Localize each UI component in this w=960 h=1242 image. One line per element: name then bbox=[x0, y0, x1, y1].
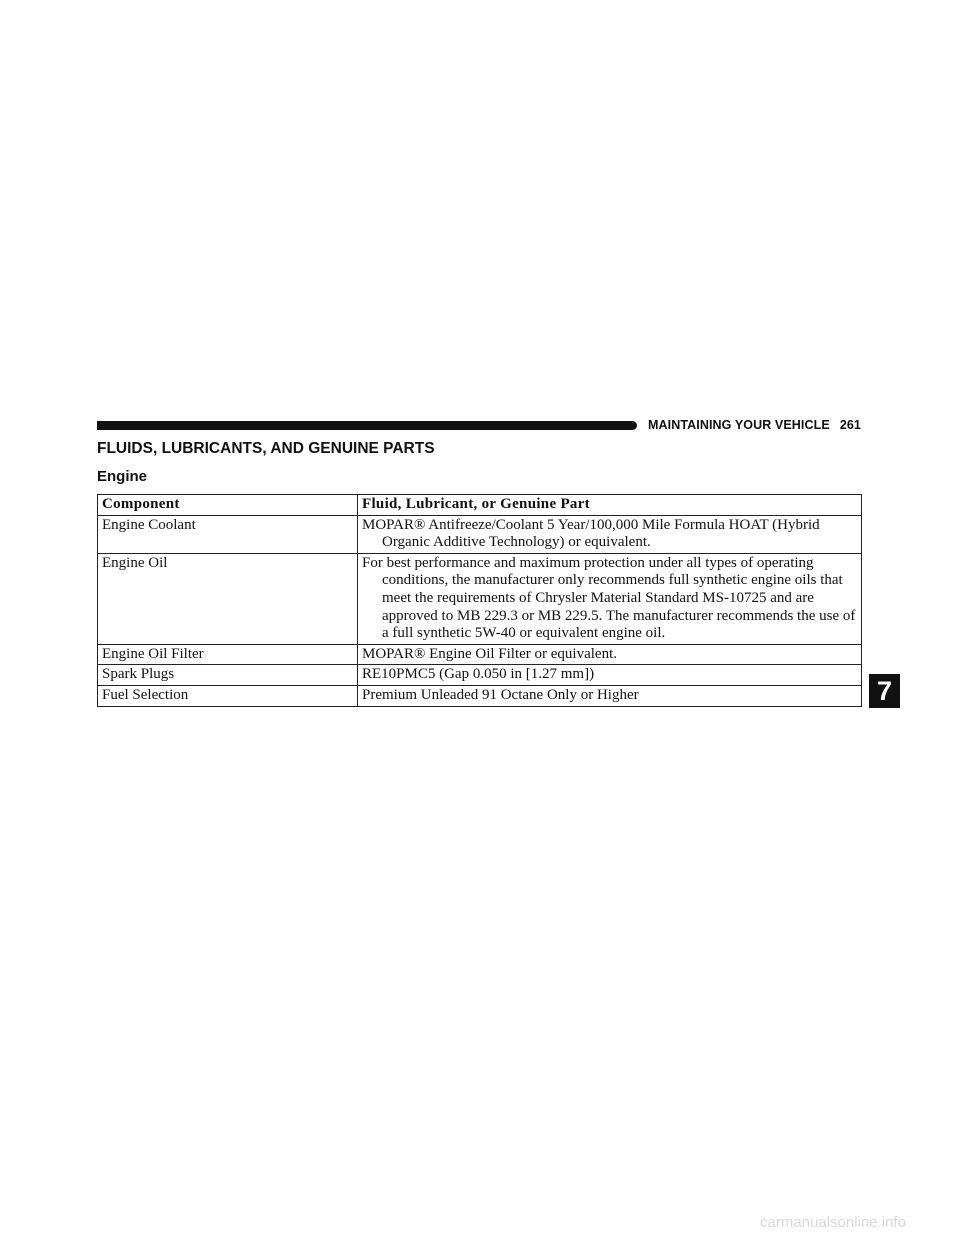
fluid-text: For best performance and maximum protection under all types of operating conditions, the manufacturer only recommends full synthetic engine oils that meet the requirements of Chrysler Material Standard MS-10725 and are approved to MB 229.3 or MB 229.5. The manufacturer recommends the use of a full synthetic 5W-40 or equivalent engine oil. bbox=[362, 554, 856, 642]
subsection-title: Engine bbox=[97, 468, 148, 485]
component-cell: Engine Coolant bbox=[98, 515, 358, 553]
header-rule bbox=[97, 421, 637, 430]
section-title: FLUIDS, LUBRICANTS, AND GENUINE PARTS bbox=[97, 440, 435, 457]
fluid-text: Premium Unleaded 91 Octane Only or Higher bbox=[362, 686, 639, 703]
table-header-row bbox=[98, 495, 862, 516]
fluid-text: MOPAR® Antifreeze/Coolant 5 Year/100,000 Mile Formula HOAT (Hybrid Organic Additive Technology) or equivalent. bbox=[362, 516, 820, 551]
component-cell: Fuel Selection bbox=[98, 685, 358, 706]
fluid-text: RE10PMC5 (Gap 0.050 in [1.27 mm]) bbox=[362, 666, 595, 683]
fluid-text: MOPAR® Engine Oil Filter or equivalent. bbox=[362, 645, 617, 662]
table-row bbox=[98, 553, 862, 644]
table-row bbox=[98, 644, 862, 665]
component-cell: Engine Oil bbox=[98, 553, 358, 644]
fluid-cell bbox=[358, 553, 862, 644]
column-header-fluid: Fluid, Lubricant, or Genuine Part bbox=[358, 495, 862, 516]
table-row bbox=[98, 685, 862, 706]
table-row bbox=[98, 665, 862, 686]
column-header-component: Component bbox=[98, 495, 358, 516]
component-cell: Engine Oil Filter bbox=[98, 644, 358, 665]
watermark-text: carmanualsonline.info bbox=[760, 1214, 906, 1231]
chapter-tab: 7 bbox=[869, 674, 900, 708]
table-row bbox=[98, 515, 862, 553]
component-cell: Spark Plugs bbox=[98, 665, 358, 686]
fluid-cell bbox=[358, 685, 862, 706]
running-header bbox=[648, 418, 861, 432]
engine-fluids-table bbox=[97, 494, 862, 707]
fluid-cell bbox=[358, 644, 862, 665]
fluid-cell bbox=[358, 515, 862, 553]
page-number: 261 bbox=[839, 418, 861, 432]
fluid-cell bbox=[358, 665, 862, 686]
running-title: MAINTAINING YOUR VEHICLE bbox=[648, 418, 830, 432]
